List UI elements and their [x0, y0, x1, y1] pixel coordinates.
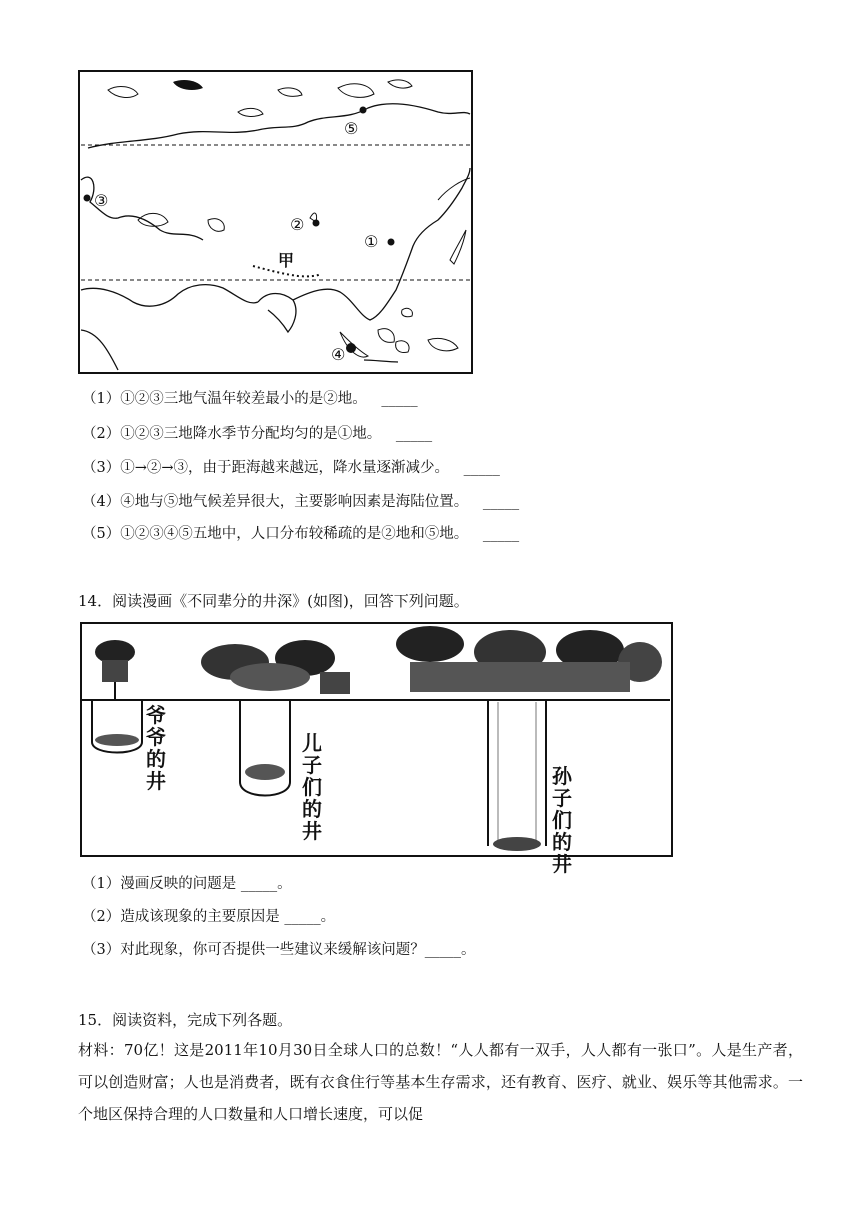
q13-item-5	[82, 524, 519, 544]
q14-item-3-blank[interactable]: _____	[424, 942, 461, 958]
q13-item-1-text: （1）①②③三地气温年较差最小的是②地。	[82, 391, 367, 407]
q13-item-4-text: （4）④地与⑤地气候差异很大，主要影响因素是海陆位置。	[82, 494, 469, 510]
q13-item-3-blank[interactable]: _____	[463, 460, 500, 476]
point-4-label: ④	[331, 345, 346, 364]
point-2-dot	[313, 220, 320, 227]
q14-item-2-blank[interactable]: _____	[284, 909, 321, 925]
point-5-label: ⑤	[344, 119, 359, 138]
q15-title: 15．阅读资料，完成下列各题。	[78, 1011, 293, 1029]
grandsons-well-label: 孙子们的井	[552, 764, 572, 876]
q14-item-1-end: 。	[277, 876, 292, 892]
q13-item-2	[82, 424, 432, 444]
point-2-label: ②	[290, 215, 305, 234]
jia-label: 甲	[278, 251, 295, 270]
point-4-dot	[346, 343, 356, 353]
q15-material: 材料：70亿！这是2011年10月30日全球人口的总数！“人人都有一双手，人人都有一张口”。人是生产者，可以创造财富；人也是消费者，既有衣食住行等基本生存需求，还有教育、医疗、就业、娱乐等其他需求。一个地区保持合理的人口数量和人口增长速度，可以促	[78, 1041, 803, 1123]
q14-item-1	[82, 874, 292, 894]
q14-item-2-end: 。	[320, 909, 336, 925]
point-3-dot	[84, 195, 91, 202]
q14-item-3-end: 。	[460, 942, 476, 958]
q13-item-3-text: （3）①→②→③，由于距海越来越远，降水量逐渐减少。	[82, 460, 450, 476]
q14-item-1-text: （1）漫画反映的问题是	[82, 876, 241, 892]
q14-item-3	[82, 940, 475, 960]
point-3-label: ③	[94, 191, 109, 210]
q14-item-3-text: （3）对此现象，你可否提供一些建议来缓解该问题？	[82, 942, 425, 958]
point-1-label: ①	[364, 232, 379, 251]
q13-item-1-blank[interactable]: _____	[381, 391, 418, 407]
point-5-dot	[360, 107, 367, 114]
sons-well-label: 儿子们的井	[302, 731, 322, 843]
q13-item-3	[82, 458, 500, 478]
q13-item-5-blank[interactable]: _____	[482, 526, 520, 542]
q14-item-2	[82, 907, 335, 927]
q13-item-2-text: （2）①②③三地降水季节分配均匀的是①地。	[82, 426, 382, 442]
point-1-dot	[388, 239, 395, 246]
q13-item-1	[82, 389, 418, 409]
q14-item-1-blank[interactable]: _____	[240, 876, 278, 892]
q13-item-2-blank[interactable]: _____	[395, 426, 433, 442]
grandfather-well-label: 爷爷的井	[146, 703, 166, 793]
q13-item-4-blank[interactable]: _____	[482, 494, 520, 510]
q14-title: 14．阅读漫画《不同辈分的井深》(如图)，回答下列问题。	[78, 592, 469, 610]
asia-map-figure	[78, 70, 474, 375]
q13-item-5-text: （5）①②③④⑤五地中，人口分布较稀疏的是②地和⑤地。	[82, 526, 469, 542]
q14-item-2-text: （2）造成该现象的主要原因是	[82, 909, 285, 925]
q13-item-4	[82, 492, 519, 512]
well-cartoon-figure	[80, 622, 674, 858]
